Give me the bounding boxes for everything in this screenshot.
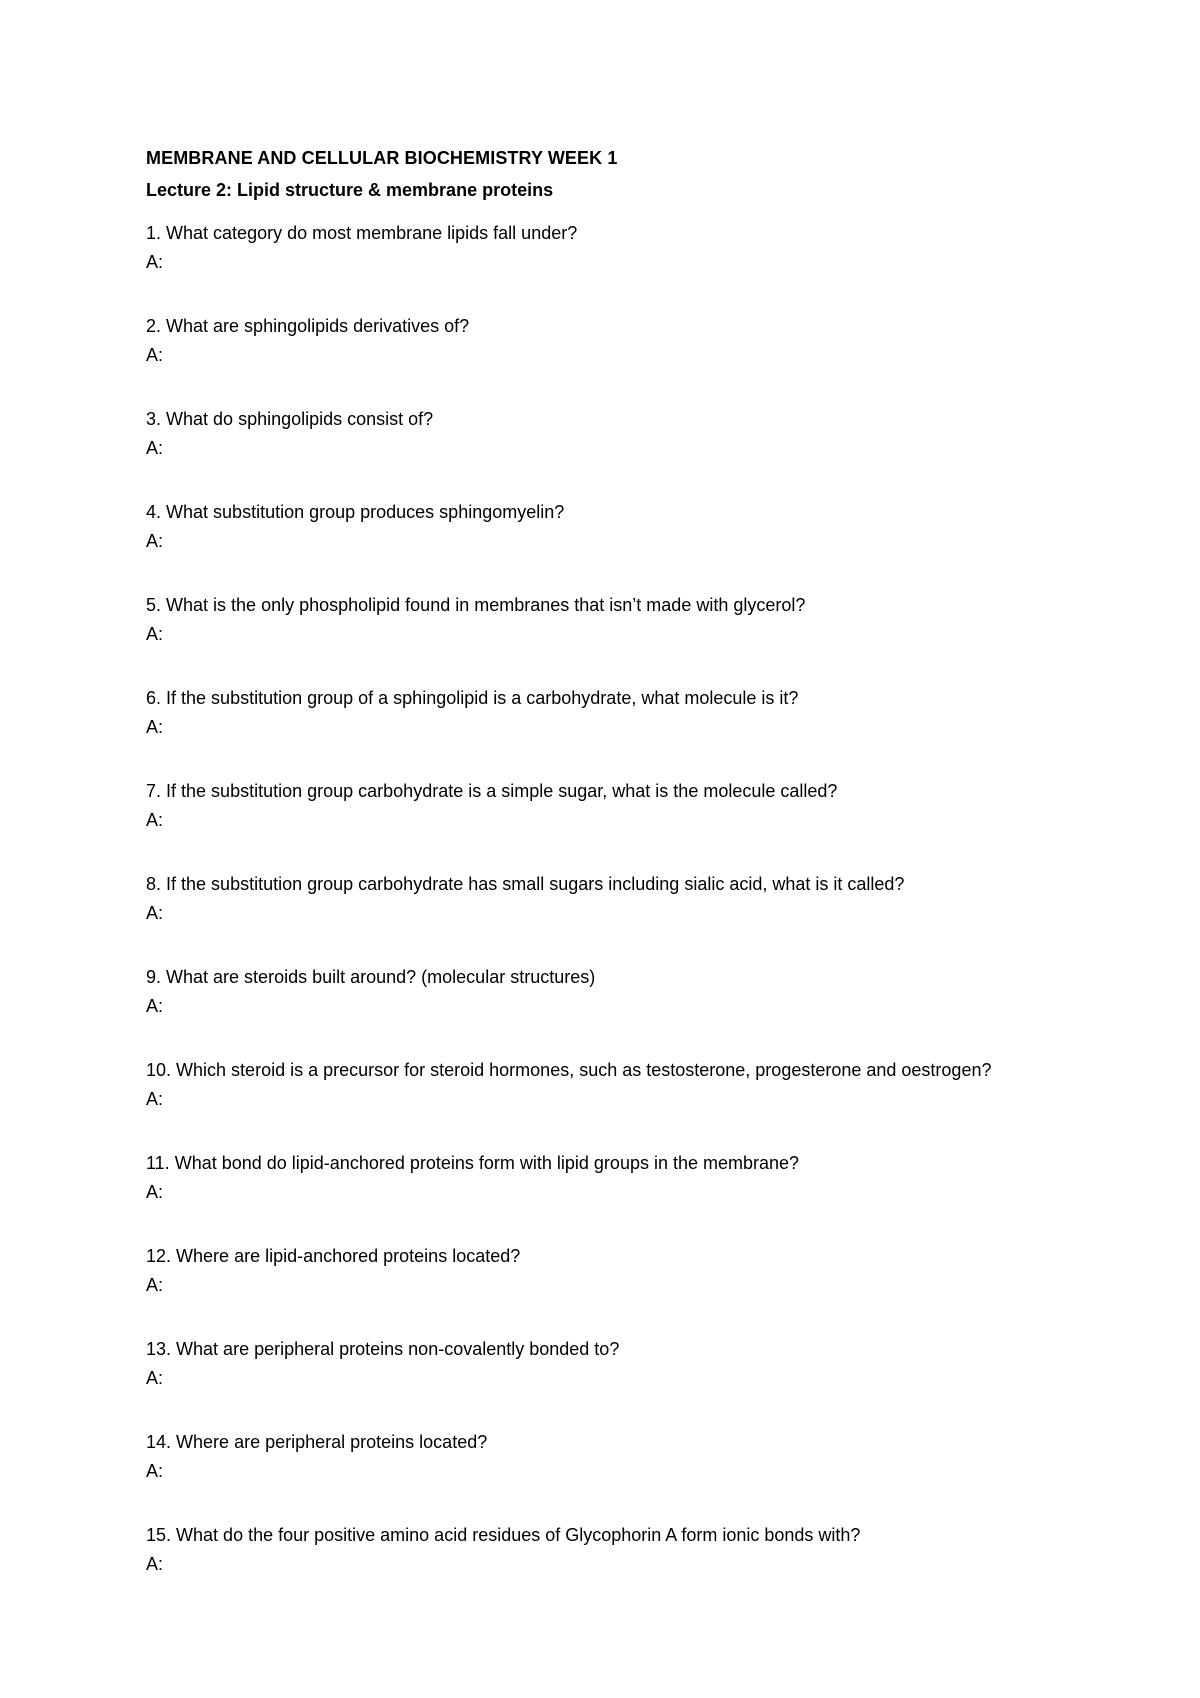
question-text bbox=[146, 591, 1046, 620]
question-body: What are steroids built around? (molecular structures) bbox=[166, 967, 596, 987]
question-item bbox=[146, 498, 1046, 556]
question-body: If the substitution group of a sphingolipid is a carbohydrate, what molecule is it? bbox=[166, 688, 799, 708]
answer-label: A: bbox=[146, 1554, 164, 1574]
question-text bbox=[146, 1056, 1046, 1085]
question-text bbox=[146, 777, 1046, 806]
question-number: 15. bbox=[146, 1525, 172, 1545]
question-item bbox=[146, 1056, 1046, 1114]
question-number: 4. bbox=[146, 502, 162, 522]
question-number: 3. bbox=[146, 409, 162, 429]
question-number: 10. bbox=[146, 1060, 172, 1080]
question-number: 5. bbox=[146, 595, 162, 615]
question-text bbox=[146, 1521, 1046, 1550]
question-text bbox=[146, 1149, 1046, 1178]
question-body: What bond do lipid-anchored proteins form with lipid groups in the membrane? bbox=[174, 1153, 800, 1173]
question-item bbox=[146, 312, 1046, 370]
question-text bbox=[146, 1335, 1046, 1364]
question-number: 1. bbox=[146, 223, 162, 243]
question-list bbox=[146, 219, 1046, 1579]
question-number: 6. bbox=[146, 688, 162, 708]
answer-label: A: bbox=[146, 345, 164, 365]
question-body: Where are lipid-anchored proteins located? bbox=[176, 1246, 521, 1266]
answer-label: A: bbox=[146, 1275, 164, 1295]
document-subtitle: Lecture 2: Lipid structure & membrane proteins bbox=[146, 180, 554, 200]
question-number: 14. bbox=[146, 1432, 172, 1452]
question-number: 9. bbox=[146, 967, 162, 987]
question-number: 12. bbox=[146, 1246, 172, 1266]
question-body: Where are peripheral proteins located? bbox=[176, 1432, 488, 1452]
question-body: What do the four positive amino acid residues of Glycophorin A form ionic bonds with? bbox=[176, 1525, 861, 1545]
question-text bbox=[146, 1242, 1046, 1271]
answer-label: A: bbox=[146, 1182, 164, 1202]
question-body: What do sphingolipids consist of? bbox=[166, 409, 434, 429]
question-number: 7. bbox=[146, 781, 162, 801]
answer-label: A: bbox=[146, 438, 164, 458]
question-item bbox=[146, 963, 1046, 1021]
answer-label: A: bbox=[146, 531, 164, 551]
question-number: 8. bbox=[146, 874, 162, 894]
question-body: What are sphingolipids derivatives of? bbox=[166, 316, 470, 336]
question-number: 13. bbox=[146, 1339, 172, 1359]
question-body: Which steroid is a precursor for steroid hormones, such as testosterone, progesterone and oestrogen? bbox=[176, 1060, 992, 1080]
question-item bbox=[146, 1149, 1046, 1207]
question-item bbox=[146, 591, 1046, 649]
answer-label: A: bbox=[146, 624, 164, 644]
question-body: What is the only phospholipid found in membranes that isn’t made with glycerol? bbox=[166, 595, 806, 615]
question-item bbox=[146, 1428, 1046, 1486]
question-number: 2. bbox=[146, 316, 162, 336]
question-body: If the substitution group carbohydrate is a simple sugar, what is the molecule called? bbox=[166, 781, 838, 801]
question-number: 11. bbox=[146, 1153, 170, 1173]
question-body: What are peripheral proteins non-covalently bonded to? bbox=[176, 1339, 620, 1359]
question-text bbox=[146, 219, 1046, 248]
question-text bbox=[146, 870, 1046, 899]
question-item bbox=[146, 219, 1046, 277]
question-item bbox=[146, 1242, 1046, 1300]
document-content bbox=[146, 145, 1046, 1614]
answer-label: A: bbox=[146, 903, 164, 923]
answer-label: A: bbox=[146, 717, 164, 737]
question-body: What category do most membrane lipids fall under? bbox=[166, 223, 578, 243]
answer-label: A: bbox=[146, 1461, 164, 1481]
question-item bbox=[146, 1521, 1046, 1579]
question-text bbox=[146, 963, 1046, 992]
question-text bbox=[146, 498, 1046, 527]
answer-label: A: bbox=[146, 810, 164, 830]
question-text bbox=[146, 312, 1046, 341]
question-item bbox=[146, 870, 1046, 928]
answer-label: A: bbox=[146, 252, 164, 272]
question-text bbox=[146, 405, 1046, 434]
question-item bbox=[146, 777, 1046, 835]
answer-label: A: bbox=[146, 1368, 164, 1388]
question-text bbox=[146, 684, 1046, 713]
question-item bbox=[146, 405, 1046, 463]
document-title: MEMBRANE AND CELLULAR BIOCHEMISTRY WEEK 1 bbox=[146, 148, 618, 168]
answer-label: A: bbox=[146, 1089, 164, 1109]
question-body: What substitution group produces sphingomyelin? bbox=[166, 502, 565, 522]
question-body: If the substitution group carbohydrate has small sugars including sialic acid, what is it called? bbox=[166, 874, 905, 894]
question-item bbox=[146, 684, 1046, 742]
answer-label: A: bbox=[146, 996, 164, 1016]
question-item bbox=[146, 1335, 1046, 1393]
question-text bbox=[146, 1428, 1046, 1457]
